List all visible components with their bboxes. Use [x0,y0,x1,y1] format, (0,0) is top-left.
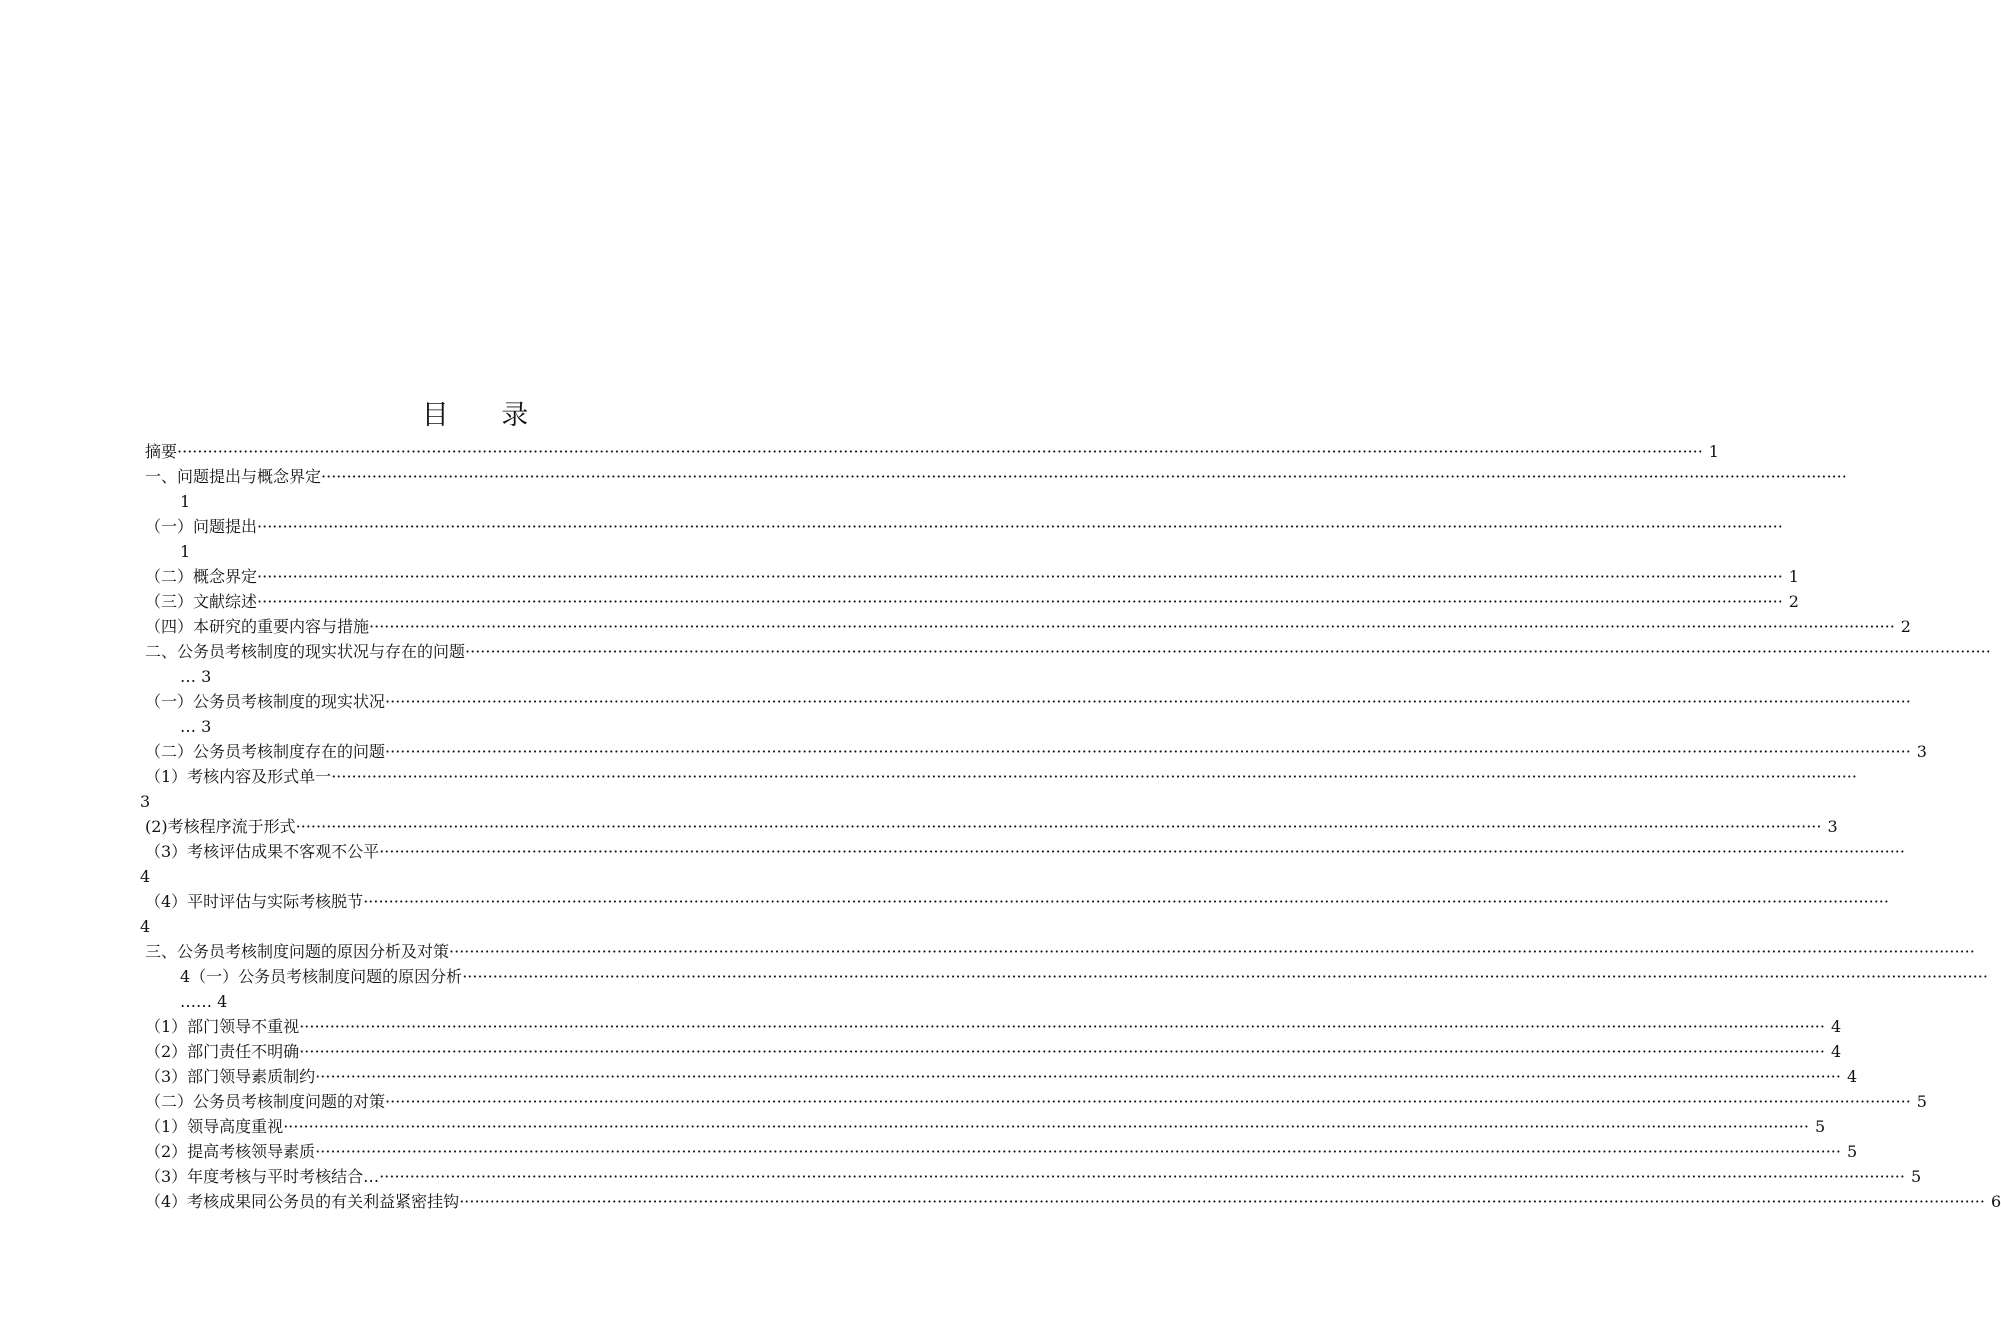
toc-entry[interactable] [145,1164,1922,1189]
toc-entry-label: （二）公务员考核制度存在的问题 [145,742,386,761]
dot-leader: ············································································································································································································································································································ [385,1092,1911,1111]
dot-leader: ············································································································································································································································································································ [295,817,1822,836]
dot-leader: ············································································································································································································································································································ [299,1042,1825,1061]
toc-entry-page-number: 1 [180,542,191,561]
toc-entry[interactable] [180,489,220,514]
toc-entry[interactable] [140,789,180,814]
toc-entry-page-number: 5 [1814,1117,1826,1136]
toc-entry-label: 一、问题提出与概念界定 [145,467,322,486]
toc-entry-label: (2)考核程序流于形式 [145,817,296,836]
toc-entry-page-number: 5 [1910,1167,1922,1186]
toc-entry-label: （二）概念界定 [145,567,258,586]
dot-leader: ············································································································································································································································································································ [385,692,1911,711]
toc-entry[interactable] [145,839,1905,864]
toc-entry[interactable] [145,764,1857,789]
toc-entry[interactable] [180,964,1988,989]
toc-entry[interactable] [145,614,1911,639]
toc-entry-label: 摘要 [145,442,178,461]
toc-entry-page-number: 4 [140,917,151,936]
dot-leader: ············································································································································································································································································································ [379,842,1905,861]
toc-entry-label: 二、公务员考核制度的现实状况与存在的问题 [145,642,466,661]
toc-entry[interactable] [145,1014,1842,1039]
dot-leader: ············································································································································································································································································································ [177,442,1703,461]
toc-entry-page-number: 3 [1827,817,1838,836]
toc-entry-label: 三、公务员考核制度问题的原因分析及对策 [145,942,450,961]
toc-entry-page-number: 1 [180,492,191,511]
toc-entry[interactable] [140,864,180,889]
toc-entry[interactable] [145,1039,1842,1064]
dot-leader: ············································································································································································································································································································ [379,1167,1905,1186]
toc-entry[interactable] [145,1114,1826,1139]
toc-entry[interactable] [145,814,1838,839]
dot-leader: ············································································································································································································································································································ [331,767,1857,786]
dot-leader: ············································································································································································································································································································ [299,1017,1825,1036]
toc-entry-label: （1）考核内容及形式单一 [145,767,332,786]
dot-leader: ············································································································································································································································································································ [369,617,1895,636]
toc-entry-label: （2）提高考核领导素质 [145,1142,316,1161]
toc-entry[interactable] [180,664,240,689]
toc-entry-label: （3）考核评估成果不客观不公平 [145,842,380,861]
toc-entry[interactable] [180,714,240,739]
toc-title: 目 录 [421,400,551,431]
toc-entry[interactable] [145,1139,1858,1164]
toc-entry-page-number: 2 [1788,592,1799,611]
toc-entry-page-number: 5 [1916,1092,1927,1111]
toc-entry-page-number: 1 [1788,567,1799,586]
toc-entry-label: （4）考核成果同公务员的有关利益紧密挂钩 [145,1192,460,1211]
toc-entry-page-number: 4 [1846,1067,1858,1086]
toc-entry[interactable] [145,889,1889,914]
toc-entry-page-number: 3 [140,792,151,811]
toc-entry[interactable] [145,464,1847,489]
toc-entry-page-number: 4 [1830,1017,1842,1036]
dot-leader: ············································································································································································································································································································ [257,592,1783,611]
toc-entry-label: （1）部门领导不重视 [145,1017,300,1036]
toc-entry[interactable] [145,939,1975,964]
dot-leader: ············································································································································································································································································································ [315,1142,1841,1161]
toc-entry-page-number: 4 [1830,1042,1842,1061]
toc-entry-page-number: 1 [1708,442,1719,461]
dot-leader: ············································································································································································································································································································ [449,942,1975,961]
toc-entry-label: （3）年度考核与平时考核结合… [145,1167,380,1186]
toc-entry-label: （一）问题提出 [145,517,258,536]
toc-entry-page-number: … 3 [180,667,212,686]
dot-leader: ············································································································································································································································································································ [321,467,1847,486]
toc-entry-label: （3）部门领导素质制约 [145,1067,316,1086]
toc-entry-label: （一）公务员考核制度的现实状况 [145,692,386,711]
toc-entry[interactable] [180,539,220,564]
dot-leader: ············································································································································································································································································································ [283,1117,1809,1136]
toc-entry[interactable] [145,564,1799,589]
dot-leader: ············································································································································································································································································································ [459,1192,1985,1211]
toc-entry[interactable] [145,589,1799,614]
toc-entry[interactable] [145,1189,2001,1214]
toc-entry-label: （四）本研究的重要内容与措施 [145,617,370,636]
toc-entry[interactable] [180,989,260,1014]
dot-leader: ············································································································································································································································································································ [385,742,1911,761]
toc-entry[interactable] [145,439,1719,464]
toc-entry-page-number: … 3 [180,717,212,736]
dot-leader: ············································································································································································································································································································ [465,642,1991,661]
toc-entry[interactable] [145,689,1911,714]
toc-entry[interactable] [145,1064,1858,1089]
dot-leader: ············································································································································································································································································································ [315,1067,1841,1086]
dot-leader: ············································································································································································································································································································ [363,892,1889,911]
toc-entry-page-number: …… 4 [180,992,228,1011]
toc-entry[interactable] [145,514,1783,539]
dot-leader: ············································································································································································································································································································ [257,517,1783,536]
toc-entry-label: （2）部门责任不明确 [145,1042,300,1061]
toc-entry-page-number: 2 [1900,617,1911,636]
toc-entry-page-number: 3 [1916,742,1927,761]
toc-entry-page-number: 5 [1846,1142,1858,1161]
toc-entry-label: （二）公务员考核制度问题的对策 [145,1092,386,1111]
dot-leader: ············································································································································································································································································································ [257,567,1783,586]
toc-entry-page-number: 4 [140,867,151,886]
toc-entry[interactable] [145,639,1991,664]
toc-entry-label: （三）文献综述 [145,592,258,611]
toc-entry-label: （4）平时评估与实际考核脱节 [145,892,364,911]
toc-entry-label: （1）领导高度重视 [145,1117,284,1136]
toc-entry[interactable] [145,739,1927,764]
toc-entry[interactable] [145,1089,1927,1114]
toc-entry-label: 4（一）公务员考核制度问题的原因分析 [180,967,463,986]
toc-entry-page-number: 6 [1990,1192,2001,1211]
dot-leader: ············································································································································································································································································································ [462,967,1988,986]
toc-entry[interactable] [140,914,180,939]
